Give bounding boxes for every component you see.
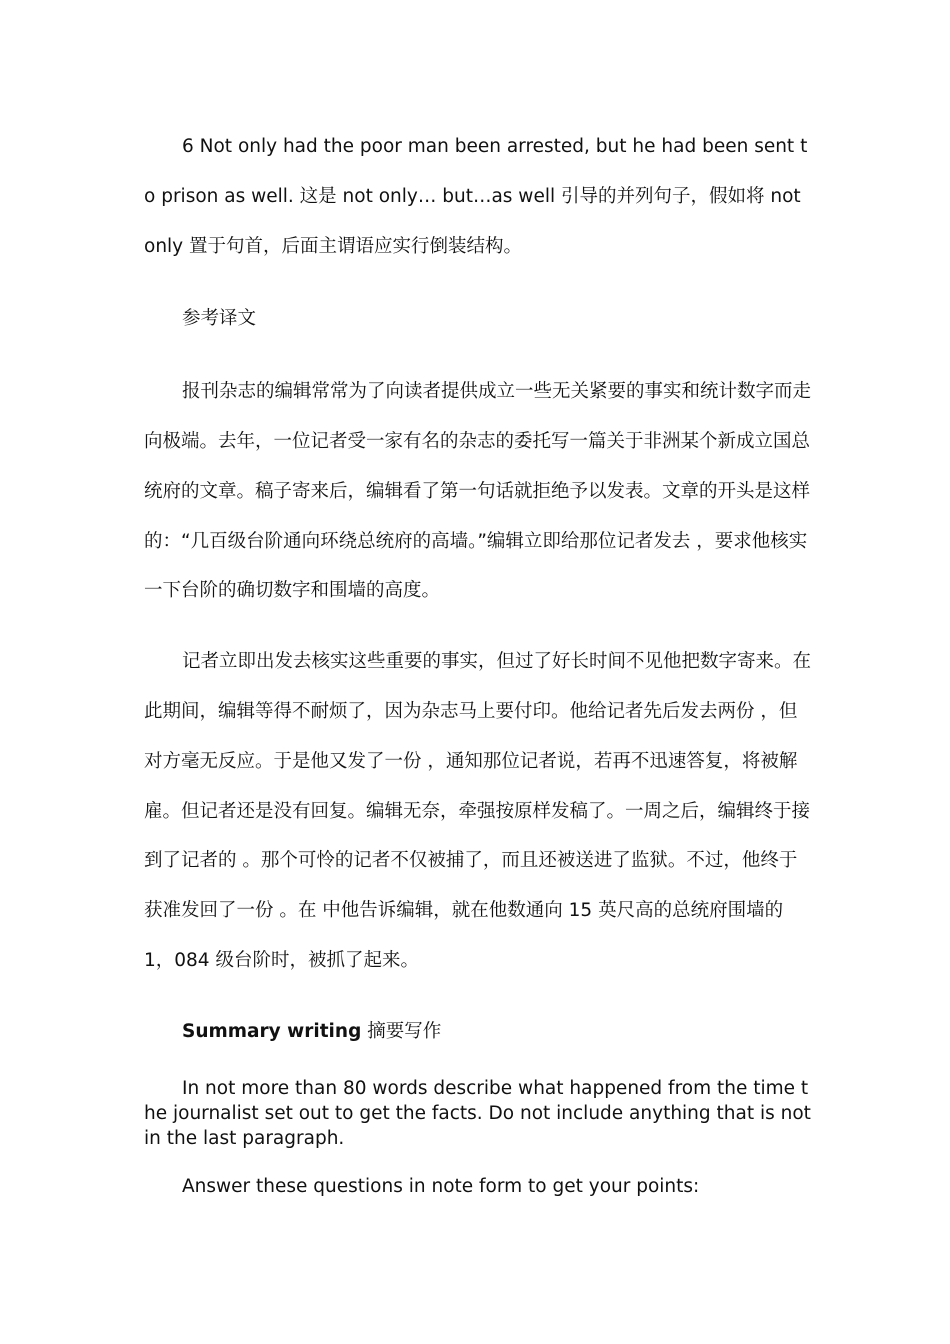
summary-title-english: Summary writing [182,1020,362,1042]
translation-paragraph-1: 报刊杂志的编辑常常为了向读者提供成立一些无关紧要的事实和统计数字而走向极端。去年，一位记者受一家有名的杂志的委托写一篇关于非洲某个新成立国总统府的文章。稿子寄来后，编辑看了第一句话就拒绝予以发表。文章的开头是这样的：“几百级台阶通向环绕总统府的高墙。”编辑立即给那位记者发去 ，要求他核实一下台阶的确切数字和围墙的高度。 [144,381,812,602]
questions-intro: Answer these questions in note form to get your points: [182,1175,700,1197]
summary-writing-heading [144,1007,812,1057]
grammar-note-paragraph: 6 Not only had the poor man been arrested, but he had been sent to prison as well. 这是 not only… but…as well 引导的并列句子，假如将 not only 置于句首，后面主谓语应实行倒装结构。 [144,136,808,257]
page-content [144,122,812,1199]
summary-instructions: In not more than 80 words describe what happened from the time the journalist set out to get the facts. Do not include anything that is not in the last paragraph. [144,1077,811,1149]
summary-title-chinese: 摘要写作 [361,1020,442,1042]
translation-heading: 参考译文 [182,308,257,330]
translation-paragraph-2: 记者立即出发去核实这些重要的事实，但过了好长时间不见他把数字寄来。在此期间，编辑等得不耐烦了，因为杂志马上要付印。他给记者先后发去两份 ，但对方毫无反应。于是他又发了一份 ，通知那位记者说，若再不迅速答复，将被解雇。但记者还是没有回复。编辑无奈，牵强按原样发稿了。一周之后，编辑终于接到了记者的 。那个可怜的记者不仅被捕了，而且还被送进了监狱。不过，他终于获准发回了一份 。在 中他告诉编辑，就在他数通向 15 英尺高的总统府围墙的 1，084 级台阶时，被抓了起来。 [144,651,812,971]
